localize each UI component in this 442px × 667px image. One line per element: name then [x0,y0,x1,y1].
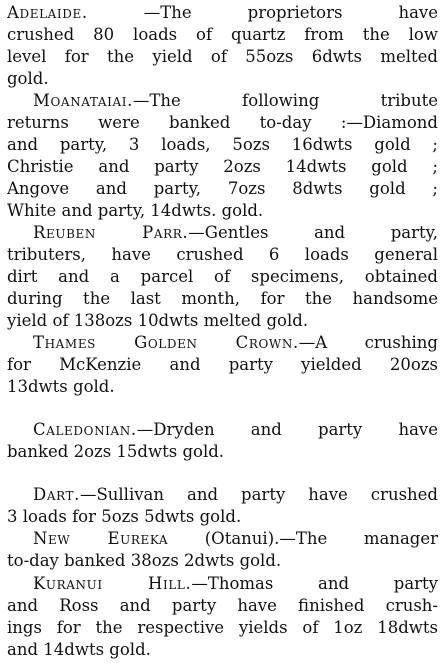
text-line: —Thomas and party [191,574,438,593]
heading-new-eureka: New Eureka [33,529,169,548]
text-line: and Ross and party have finished crush- [7,596,438,615]
text-line: (Otanui).—The manager [168,529,438,548]
text-line: —The proprietors have [87,3,438,22]
text-line: dirt and a parcel of specimens, obtained [7,267,438,286]
text-line: and party, 3 loads, 5ozs 16dwts gold ; [7,135,438,154]
text-line: and 14dwts gold. [7,640,151,659]
paragraph-new-eureka [33,529,438,549]
text-line: crushed 80 loads of quartz from the low [7,25,438,44]
text-line: Angove and party, 7ozs 8dwts gold ; [7,179,438,198]
text-line: for McKenzie and party yielded 20ozs [7,355,438,374]
text-line: gold. [7,69,49,88]
text-line: 13dwts gold. [7,377,115,396]
text-line: returns were banked to-day :—Diamond [7,113,438,132]
text-line: 3 loads for 5ozs 5dwts gold. [7,507,242,526]
text-line: —The following tribute [132,91,438,110]
text-line: during the last month, for the handsome [7,289,438,308]
text-line: yield of 138ozs 10dwts melted gold. [7,311,309,330]
heading-caledonian: Caledonian. [33,420,137,439]
text-line: banked 2ozs 15dwts gold. [7,442,225,461]
text-line: —Sullivan and party have crushed [79,485,438,504]
text-line: tributers, have crushed 6 loads general [7,245,438,264]
text-line: —A crushing [298,333,438,352]
text-line: White and party, 14dwts. gold. [7,201,264,220]
heading-dart: Dart. [33,485,80,504]
text-line: level for the yield of 55ozs 6dwts melted [7,47,438,66]
paragraph-caledonian [33,420,438,440]
paragraph-kuranui-hill [33,574,438,594]
text-line: —Gentles and party, [188,223,438,242]
text-line: ings for the respective yields of 1oz 18dwts [7,618,438,637]
heading-adelaide: Adelaide. [7,3,88,22]
paragraph-dart [33,485,438,505]
heading-moanataiai: Moanataiai. [33,91,133,110]
heading-kuranui-hill: Kuranui Hill. [33,574,192,593]
paragraph-moanataiai [33,91,438,111]
text-line: —Dryden and party have [136,420,438,439]
paragraph-adelaide [7,3,438,23]
paragraph-thames-golden-crown [33,333,438,353]
heading-reuben-parr: Reuben Parr. [33,223,189,242]
paragraph-reuben-parr [33,223,438,243]
heading-thames-golden-crown: Thames Golden Crown. [33,333,299,352]
text-line: to-day banked 38ozs 2dwts gold. [7,551,282,570]
text-line: Christie and party 2ozs 14dwts gold ; [7,157,438,176]
